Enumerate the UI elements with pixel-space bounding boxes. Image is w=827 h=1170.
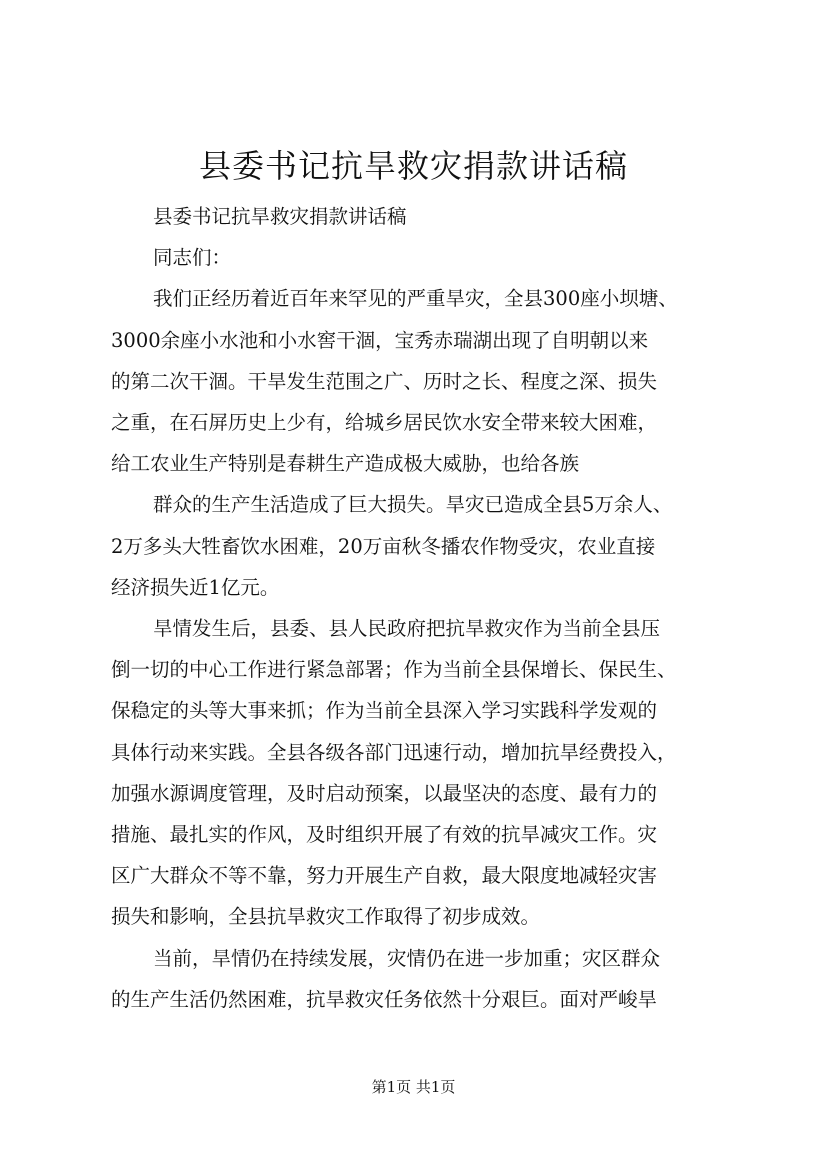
- text-line: 经济损失近1亿元。: [111, 575, 280, 599]
- text-line: 我们正经历着近百年来罕见的严重旱灾，全县300座小坝塘、: [153, 287, 678, 311]
- text-line: 群众的生产生活造成了巨大损失。旱灾已造成全县5万余人、: [153, 493, 673, 517]
- text-line: 当前，旱情仍在持续发展，灾情仍在进一步加重；灾区群众: [153, 946, 661, 970]
- text-line: 3000余座小水池和小水窖干涸，宝秀赤瑞湖出现了自明朝以来: [111, 328, 649, 352]
- text-line: 具体行动来实践。全县各级各部门迅速行动，增加抗旱经费投入，: [111, 740, 677, 764]
- document-body: [111, 196, 741, 1020]
- page-footer: 第1页 共1页: [371, 1078, 456, 1096]
- text-line: 倒一切的中心工作进行紧急部署；作为当前全县保增长、保民生、: [111, 658, 677, 682]
- text-line: 同志们：: [153, 246, 232, 270]
- document-title: 县委书记抗旱救灾捐款讲话稿: [198, 147, 628, 185]
- text-line: 旱情发生后，县委、县人民政府把抗旱救灾作为当前全县压: [153, 617, 661, 641]
- text-line: 给工农业生产特别是春耕生产造成极大威胁，也给各族: [111, 452, 580, 476]
- text-line: 县委书记抗旱救灾捐款讲话稿: [153, 205, 407, 228]
- text-line: 的生产生活仍然困难，抗旱救灾任务依然十分艰巨。面对严峻旱: [111, 987, 658, 1011]
- text-line: 区广大群众不等不靠，努力开展生产自救，最大限度地减轻灾害: [111, 864, 658, 888]
- text-line: 加强水源调度管理，及时启动预案，以最坚决的态度、最有力的: [111, 781, 658, 805]
- text-line: 保稳定的头等大事来抓；作为当前全县深入学习实践科学发观的: [111, 699, 658, 723]
- text-line: 之重，在石屏历史上少有，给城乡居民饮水安全带来较大困难，: [111, 411, 658, 435]
- text-line: 的第二次干涸。干旱发生范围之广、历时之长、程度之深、损失: [111, 369, 658, 393]
- text-line: 措施、最扎实的作风，及时组织开展了有效的抗旱减灾工作。灾: [111, 823, 658, 847]
- text-line: 损失和影响，全县抗旱救灾工作取得了初步成效。: [111, 905, 541, 929]
- text-line: 2万多头大牲畜饮水困难，20万亩秋冬播农作物受灾，农业直接: [111, 534, 656, 558]
